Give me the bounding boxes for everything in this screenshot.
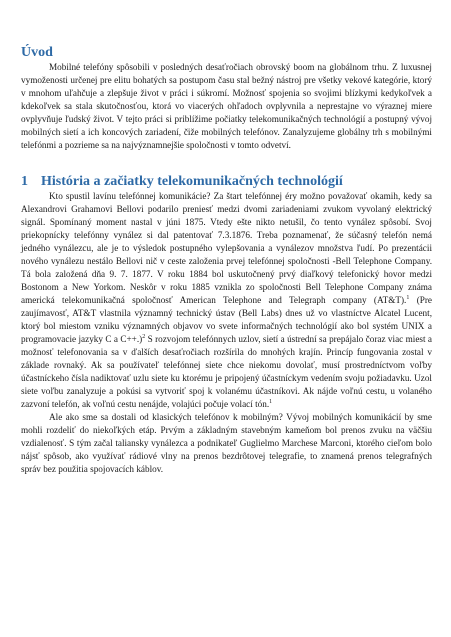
section-paragraph-2: Ale ako sme sa dostali od klasických telefónov k mobilným? Vývoj mobilných komunikácií by sme mohli rozdeliť do niekoľkých etáp. Prvým a základným stavebným kameňom bol prenos zvuku na väčšiu vzdialenosť. S tým začal taliansky vynálezca a podnikateľ Guglielmo Marchese Marconi, ktorého cieľom bolo nájsť spôsob, ako využívať rádiové vlny na prenos bezdrôtovej telegrafie, to znamená prenos telegrafných správ bez použitia spojovacích káblov. — [21, 412, 432, 474]
footnote-marker[interactable]: 1 — [406, 294, 410, 301]
section-paragraph-1 — [21, 190, 432, 411]
section-title: História a začiatky telekomunikačných technológií — [41, 174, 343, 189]
paragraph-text: (Pre zaujímavosť, AT&T vlastnila významný technický ústav (Bell Labs) dnes už vo vlastníctve Alcatel Lucent, ktorý bol miestom vzniku významných objavov vo svete informačných technológií ako bol systém UNIX a programovacie jazyky C a C++.) — [21, 295, 432, 344]
intro-paragraph: Mobilné telefóny spôsobili v posledných desaťročiach obrovský boom na globálnom trhu. Z luxusnej vymoženosti určenej pre elitu bohatých sa postupom času stal bežný nástroj pre všetky vekové kategórie, ktorý v mnohom uľahčuje a zlepšuje život v práci i súkromí. Možnosť spojenia so svojimi blízkymi kedykoľvek a kdekoľvek sa stala skutočnosťou, ktorá vo viacerých ohľadoch ovplyvnila a neprestajne vo výraznej miere ovplyvňuje ľudský život. V tejto práci si priblížime počiatky telekomunikačných technológií a postupný vývoj mobilných sietí a ich koncových zariadení, čiže mobilných telefónov. Zanalyzujeme globálny trh s mobilnými telefónmi a pozrieme sa na najvýznamnejšie spoločnosti v tomto odvetví. — [21, 62, 432, 150]
footnote-marker[interactable]: 1 — [269, 398, 273, 405]
paragraph-text: S rozvojom telefónnych uzlov, sietí a ústrední sa prepájalo čoraz viac miest a možnosť telefonovania sa v ďalších desaťročiach rozšírila do mnohých krajín. Princíp fungovania zostal v základe rovnaký. Ak sa používateľ telefónnej siete chce niekomu dovolať, musí prostredníctvom voľby účastníckeho čísla nadiktovať uzlu siete ku ktorému je pripojený účastníckym vedením svoju požiadavku. Uzol siete voľbu zanalyzuje a pokúsi sa vytvoriť spoj k volanému účastníkovi. Ak nájde voľnú cestu, u volaného zazvoní telefón, ak voľnú cestu nenájde, volajúci počuje volací tón. — [21, 334, 432, 409]
section-number: 1 — [21, 174, 28, 189]
section-heading — [21, 173, 432, 190]
paragraph-text: Kto spustil lavínu telefónnej komunikácie? Za štart telefónnej éry možno považovať okamih, kedy sa Alexandrovi Grahamovi Bellovi podarilo preniesť medzi dvomi zariadeniami zvukom vyvolaný elektrický signál. Spomínaný moment nastal v júni 1875. Vtedy ešte nikto netušil, čo tento vynález spôsobí. Svoj priekopnícky telefónny vynález si dal patentovať 7.3.1876. Treba poznamenať, že súčasný telefón nemá jedného vynálezcu, ale je to výsledok postupného vylepšovania a vynálezov množstva ľudí. Po prezentácii nového vynálezu nestálo Bellovi nič v ceste založenia prvej telefónnej spoločnosti -Bell Telephone Company. Tá bola založená dňa 9. 7. 1877. V roku 1884 bol uskutočnený prvý diaľkový telefonický hovor medzi Bostonom a New Yorkom. Neskôr v roku 1885 vznikla zo spoločnosti Bell Telephone Company známa americká telekomunikačná spoločnosť American Telephone and Telegraph company (AT&T). — [21, 191, 432, 305]
intro-heading: Úvod — [21, 45, 53, 60]
footnote-marker[interactable]: 2 — [142, 333, 146, 340]
